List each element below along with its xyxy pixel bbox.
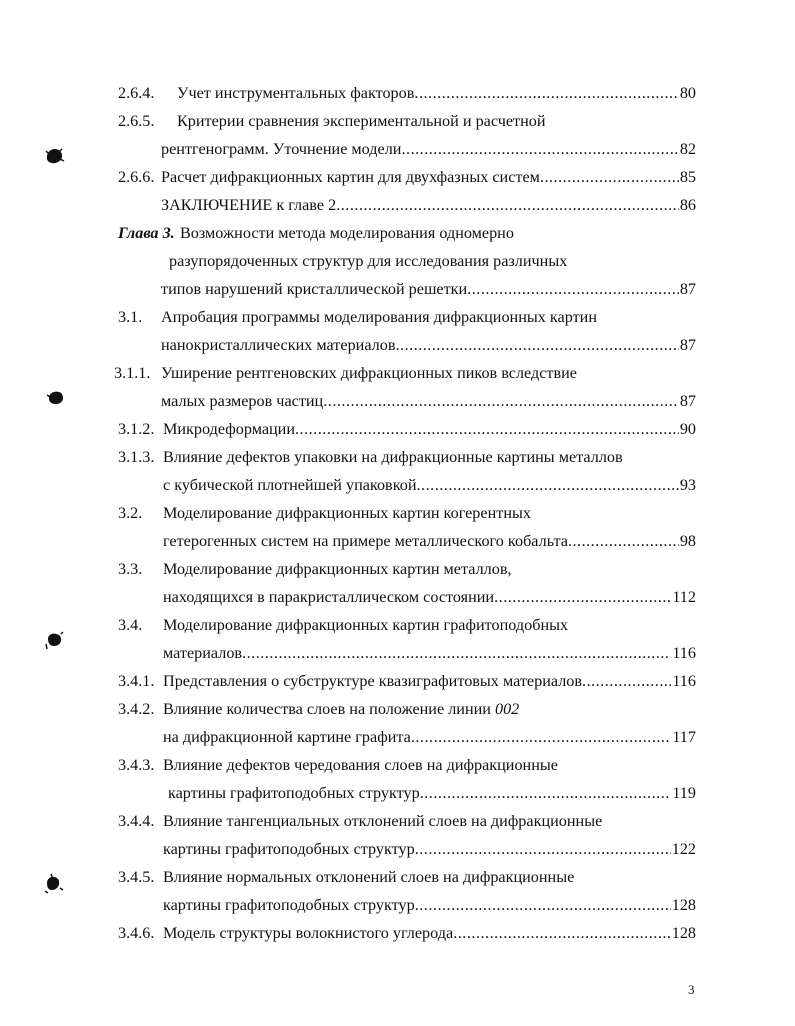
scan-speck-icon (44, 630, 64, 650)
toc-entry-page: 82 (679, 140, 696, 158)
chapter-label: Глава 3. (118, 224, 175, 242)
toc-entry-page: 85 (679, 168, 696, 186)
toc-entry-title: Влияние дефектов упаковки на дифракционные картины металлов (163, 448, 623, 466)
toc-entry-title: на дифракционной картине графита (163, 728, 411, 746)
toc-entry-page: 119 (672, 784, 696, 802)
toc-entry-page: 122 (671, 840, 696, 858)
dot-leader (242, 641, 671, 665)
dot-leader (420, 781, 672, 805)
dot-leader (336, 193, 679, 217)
toc-entry-title: материалов (163, 644, 243, 662)
toc-entry-title: Модель структуры волокнистого углерода (163, 924, 454, 942)
toc-entry-number: 2.6.6. (118, 168, 155, 186)
toc-entry-page: 116 (672, 672, 696, 690)
toc-entry-title: Моделирование дифракционных картин когерентных (163, 504, 531, 522)
toc-entry-number: 2.6.5. (118, 112, 155, 130)
toc-entry-number: 3.4.4. (118, 812, 155, 830)
toc-entry-page: 93 (679, 476, 696, 494)
toc-entry-title: картины графитоподобных структур (163, 840, 415, 858)
toc-entry-page: 80 (679, 84, 696, 102)
scan-speck-icon (46, 389, 66, 407)
toc-entry-title: разупорядоченных структур для исследования различных (169, 252, 568, 270)
toc-entry-number: 3.1.1. (114, 364, 151, 382)
toc-entry-number: 3.1.3. (118, 448, 155, 466)
dot-leader (415, 837, 671, 861)
dot-leader (453, 921, 671, 945)
toc-entry-number: 3.1.2. (118, 420, 155, 438)
dot-leader (411, 725, 671, 749)
page-number: 3 (688, 982, 695, 997)
toc-entry-title: Возможности метода моделирования одномерно (180, 224, 514, 242)
toc-entry-title: картины графитоподобных структур (168, 784, 420, 802)
toc-entry-title: Влияние тангенциальных отклонений слоев на дифракционные (163, 812, 603, 830)
toc-entry-page: 87 (679, 336, 696, 354)
dot-leader (323, 389, 679, 413)
toc-entry-title: Влияние количества слоев на положение линии (163, 700, 491, 718)
dot-leader (295, 417, 679, 441)
toc-entry-title: Моделирование дифракционных картин графитоподобных (163, 616, 569, 634)
dot-leader (417, 473, 679, 497)
toc-entry-title: Учет инструментальных факторов (177, 84, 415, 102)
dot-leader (540, 165, 679, 189)
toc-entry-title: типов нарушений кристаллической решетки (161, 280, 468, 298)
toc-entry-title: Критерии сравнения экспериментальной и расчетной (177, 112, 546, 130)
toc-entry-number: 3.2. (118, 504, 143, 522)
line-index-label: 002 (494, 700, 520, 718)
toc-entry-page: 87 (679, 392, 696, 410)
dot-leader (568, 529, 679, 553)
toc-entry-page: 90 (679, 420, 696, 438)
toc-entry-title: Влияние дефектов чередования слоев на дифракционные (163, 756, 558, 774)
toc-entry-title: Микродеформации (163, 420, 295, 438)
toc-entry-number: 2.6.4. (118, 84, 155, 102)
toc-entry-page: 116 (672, 644, 696, 662)
toc-entry-number: 3.4.3. (118, 756, 155, 774)
dot-leader (582, 669, 671, 693)
toc-entry-title: малых размеров частиц (161, 392, 324, 410)
dot-leader (401, 137, 678, 161)
toc-entry-title: Уширение рентгеновских дифракционных пиков вследствие (161, 364, 577, 382)
toc-entry-title: Моделирование дифракционных картин металлов, (163, 560, 512, 578)
toc-entry-title: рентгенограмм. Уточнение модели (161, 140, 402, 158)
toc-entry-number: 3.4.1. (118, 672, 155, 690)
toc-entry-title: гетерогенных систем на примере металлического кобальта (163, 532, 568, 550)
toc-entry-page: 98 (679, 532, 696, 550)
scan-speck-icon (44, 146, 66, 166)
toc-entry-page: 117 (672, 728, 696, 746)
toc-entry-page: 86 (679, 196, 696, 214)
toc-entry-number: 3.3. (118, 560, 143, 578)
scan-speck-icon (42, 872, 64, 894)
dot-leader (467, 277, 679, 301)
toc-entry-title: Расчет дифракционных картин для двухфазных систем (161, 168, 540, 186)
dot-leader (395, 333, 678, 357)
toc-entry-title: находящихся в паракристаллическом состоянии (163, 588, 495, 606)
toc-entry-page: 128 (671, 924, 696, 942)
toc-entry-number: 3.1. (118, 308, 143, 326)
toc-entry-page: 87 (679, 280, 696, 298)
toc-entry-number: 3.4.2. (118, 700, 155, 718)
toc-entry-number: 3.4.6. (118, 924, 155, 942)
toc-entry-title: Апробация программы моделирования дифракционных картин (161, 308, 597, 326)
toc-entry-title: Представления о субструктуре квазиграфитовых материалов (163, 672, 583, 690)
toc-entry-number: 3.4. (118, 616, 143, 634)
toc-entry-page: 128 (671, 896, 696, 914)
dot-leader (494, 585, 671, 609)
toc-entry-page: 112 (672, 588, 696, 606)
toc-entry-title: ЗАКЛЮЧЕНИЕ к главе 2 (161, 196, 337, 214)
toc-entry-title: с кубической плотнейшей упаковкой (163, 476, 417, 494)
toc-entry-title: картины графитоподобных структур (163, 896, 415, 914)
dot-leader (414, 81, 678, 105)
toc-entry-number: 3.4.5. (118, 868, 155, 886)
toc-entry-title: нанокристаллических материалов (161, 336, 396, 354)
dot-leader (415, 893, 671, 917)
toc-entry-title: Влияние нормальных отклонений слоев на дифракционные (163, 868, 575, 886)
